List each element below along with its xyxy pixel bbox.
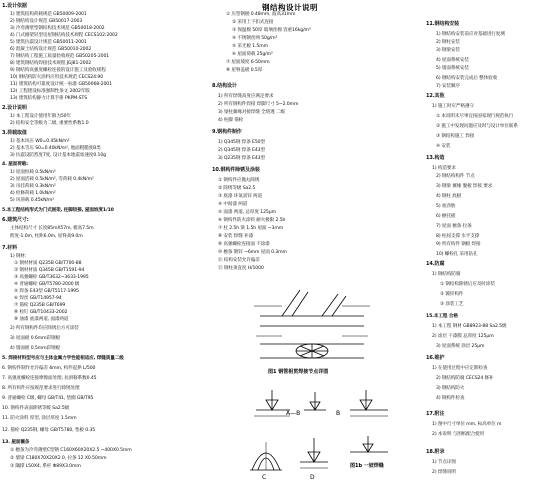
col1-line: ⑤ 焊条 E43型 GB/T5117-1995	[14, 289, 79, 294]
col1-line: 12. 锚栓 Q235钢, 螺母 GB/T5780, 垫板 0.35	[2, 428, 96, 433]
col2-line: ⑨ 高强螺栓连接面 不涂漆	[218, 242, 270, 247]
col3-line: 1) 图中尺寸单位 mm, 标高单位 m	[432, 422, 502, 427]
col2-line: ⑧ 屋脊盖板 0.5厚	[226, 68, 263, 73]
tube-joint-detail	[252, 286, 372, 364]
col2-line: ⑥ 钢构件防火涂料 耐火极限 2.5h	[218, 218, 286, 223]
col1-line: 13. 屋面檩条	[2, 440, 30, 445]
col1-line: 5) 风荷载 0.45kN/m²	[10, 198, 55, 203]
col1-line: 12) 工程建设标准强制性条文 2002年版	[10, 89, 90, 94]
col1-line: 4) 墙面板 0.5mm彩钢板	[10, 346, 60, 351]
col3-line: 1) 在使用过程中应定期检查	[432, 366, 488, 371]
col1-line: 5. 焊接材料型号应与主体金属力学性能相适应, 焊缝质量二级	[2, 356, 124, 361]
col2-line: 8.结构设计	[212, 83, 237, 89]
col2-line: 3) Q235钢 焊条 E43型	[218, 156, 266, 161]
col3-line: 1) 施工时应严格遵守	[432, 104, 474, 109]
col3-line: 11.钢结构安装	[426, 21, 460, 27]
col1-line: 7.材料	[2, 245, 17, 251]
col1-line: 3) 吊挂荷载 0.3kN/m²	[10, 184, 56, 189]
col1-line: 2) 基本雪压 S0=0.40kN/m², 地面粗糙度B类	[10, 146, 101, 151]
weld-detail-f	[346, 432, 392, 462]
col2-line: 1) 所有焊缝高度应满足要求	[218, 94, 274, 99]
col3-line: 14.防腐	[426, 261, 445, 267]
col2-line: ① 压型钢板 0.48mm, 波高31mm	[226, 12, 296, 17]
col3-line: 6) 檩托板	[436, 214, 456, 219]
col1-line: 8. 所有构件应按规范要求进行除锈处理	[2, 386, 80, 391]
col3-line: 9) 所有构件 钢板 焊接	[436, 242, 481, 247]
col1-line: 7) 钢结构工程施工质量验收规范 GB50205-2001	[10, 54, 110, 59]
col2-line: ④ 中间漆 两道	[218, 202, 248, 207]
col3-line: ③ 钢结构施工 焊接	[436, 134, 475, 139]
col3-line: 1) 构造要求	[432, 166, 456, 171]
col1-line: 4) 检修荷载 1.0kN/m²	[10, 191, 56, 196]
col1-line: 主体结构尺寸 长度85mX57m, 檐高7.5m	[10, 226, 94, 231]
col1-line: 3.荷载取值	[2, 130, 27, 136]
col1-line: 8) 建筑钢结构焊接技术规程 JGJ81-2002	[10, 61, 92, 66]
col1-line: 3) 冷弯薄壁型钢结构技术规范 GB50018-2002	[10, 26, 105, 31]
col1-line: 1) 屋面恒载 0.5kN/m²	[10, 170, 56, 175]
col1-line: 5.本工程结构形式为门式刚架, 柱脚铰接, 屋面坡度1/10	[2, 208, 114, 213]
col3-line: 2) 钢结构防腐 CECS24 修补	[436, 376, 494, 381]
weld-label-a-b: A—B	[286, 410, 301, 417]
col1-line: 13) 建筑结构静力计算手册 PKPM-STS	[10, 96, 88, 101]
col1-line: 1) 基本风压 W0=0.45kN/m²	[10, 139, 70, 144]
col1-line: 6) 混凝土结构设计规范 GB50010-2002	[10, 47, 92, 52]
col1-line: ① 檩条为冷弯薄壁C型钢 C160X60X20X2.5 ~400X0.5mm	[10, 448, 132, 453]
col1-line: 4. 屋面荷载:	[2, 162, 28, 167]
col1-line: 9) 钢结构高强度螺栓连接的设计施工及验收规程	[10, 68, 106, 73]
col3-line: 16.维护	[426, 355, 445, 361]
col1-line: 2) 钢结构设计规范 GB50017-2003	[10, 19, 83, 24]
col3-line: ① 钢结构除锈后应及时涂装	[440, 282, 495, 287]
col1-line: ⑦ 锚栓 Q235B GB/T699	[14, 303, 66, 308]
col3-line: ① 本说明未尽事宜按国家现行规范执行	[436, 114, 514, 119]
col3-line: 1) 钢结构防腐	[432, 272, 461, 277]
col3-line: 18.附录	[426, 449, 445, 455]
col1-line: 3) 屋面板 0.6mm彩钢板	[10, 336, 60, 341]
col2-line: ② 除锈等级 Sa2.5	[218, 186, 256, 191]
col3-line: 7) 屋面 檩条 拉条	[436, 224, 472, 229]
weld-label-d: C	[262, 474, 267, 481]
weld-detail-b	[300, 386, 330, 420]
col2-line: ③ 保温棉 50厚 玻璃丝棉 容重16kg/m³	[232, 28, 311, 33]
weld-detail-e	[296, 432, 332, 476]
col2-line: ⑤ 面漆 两道, 总厚度 125μm	[218, 210, 276, 215]
col1-line: ④ 普通螺栓 GB/T5780-2000 级	[14, 282, 80, 287]
col3-line: 10) 螺栓孔 采用钻孔	[436, 252, 478, 257]
col3-line: 6) 钢结构安装完成后 整体验收	[436, 76, 498, 81]
col3-line: 3) 钢梁安装	[436, 48, 460, 53]
col2-line: ⑪ 结构安装允许偏差	[218, 258, 260, 263]
col2-line: ⑥ 屋面荷载 25g/m²	[232, 52, 273, 57]
col1-line: 10) 钢结构防火涂料应用技术规范 CECS24:90	[10, 75, 104, 80]
col1-line: ⑨ 油漆 底漆两道, 面漆两道	[14, 317, 69, 322]
col1-line: ⑥ 焊丝 GB/T14957-94	[14, 296, 62, 301]
col1-line: ③ 隅撑 L50X4, 系杆 Φ89X3.0mm	[10, 464, 81, 469]
col3-line: ④ 安装	[436, 144, 451, 149]
col2-line: ④ 不锈钢丝网 50g/m²	[232, 36, 278, 41]
col1-line: ② 钢材材质 Q345B GB/T1591-94	[14, 268, 85, 273]
col1-line: 跨度-1.0m, 柱距6.0m, 屋脊高9.0m	[10, 234, 83, 239]
col1-line: 2) 所有钢构件均应除锈后方可涂装	[10, 326, 79, 331]
col1-line: 10. 钢构件表面除锈等级 Sa2.5级	[2, 406, 70, 411]
col2-line: 10.钢构件除锈及涂装	[212, 167, 260, 173]
col1-line: 3) 抗震设防烈度7度, 设计基本地震加速度0.10g	[10, 153, 106, 158]
col1-line: 7. 高强度螺栓连接摩擦面处理, 抗滑移系数0.45	[2, 376, 97, 381]
col3-line: 4) 钢柱 底板	[436, 194, 462, 199]
col1-line: 9. 普通螺栓 C级, 螺母 GB/T41, 垫圈 GB/T95	[2, 396, 94, 401]
col1-line: 1) 钢材:	[10, 254, 27, 259]
col3-line: 8) 柱间支撑 水平支撑	[436, 234, 480, 239]
col2-line: ⑦ 柱 2.5h 梁 1.5h 屋面 ~3mm	[218, 226, 284, 231]
col1-line: 11. 防火涂料 厚型, 涂层厚度 1.5mm	[2, 416, 77, 421]
col3-line: 1) 本工程 钢材 GB8923-88 Sa2.5级	[432, 324, 507, 329]
figure-caption-sub: 图1b 一坡焊缝	[350, 463, 384, 469]
col2-line: ⑩ 檩条 镀锌 ~6mm 屋面 0.3mm	[218, 250, 287, 255]
col2-line: 2) 所有钢构件焊接 焊脚尺寸 5~2.0mm	[218, 102, 299, 107]
col2-line: 4) 柱脚 锚栓	[218, 118, 244, 123]
col1-line: 1) 本工程设计使用年限为50年	[10, 114, 71, 119]
col3-line: 7) 安装顺序	[436, 84, 460, 89]
col1-line: 2.设计说明	[2, 105, 27, 111]
col3-line: 5) 墙面系统安装	[436, 66, 469, 71]
col2-line: ① 钢构件应抛丸除锈	[218, 178, 260, 183]
col2-line: ⑦ 屋面坡度 6-50mm	[226, 60, 270, 65]
col3-line: ② 施工中发现问题应及时与设计单位联系	[436, 124, 518, 129]
col2-line: ⑧ 安装 焊缝 补漆	[218, 234, 254, 239]
col1-line: 6.建筑尺寸:	[2, 217, 29, 223]
col1-line: 5) 建筑抗震设计规范 GB50011-2001	[10, 40, 87, 45]
col2-line: ③ 底漆 环氧富锌 两道	[218, 194, 263, 199]
col2-line: 9.钢构件制作	[212, 129, 242, 135]
col3-line: 13.构造	[426, 155, 445, 161]
col3-line: 3) 钢结构防火	[436, 386, 465, 391]
figure-caption-main: 图1 钢管相贯焊接节点详图	[268, 369, 329, 375]
col3-line: 1) 钢结构安装前应对基础进行复测	[436, 32, 505, 37]
col3-line: ② 镀锌构件	[440, 292, 464, 297]
col1-line: ③ 高强螺栓 GB/T3632~3633-1995	[14, 275, 89, 280]
col3-line: 4) 钢构件检查	[436, 396, 465, 401]
col1-line: ① 钢材材质 Q235B GB/T700-88	[14, 261, 82, 266]
col1-line: 4) 门式刚架轻型房屋钢结构技术规程 CECS102:2002	[10, 33, 118, 38]
col1-line: 1.设计依据	[2, 3, 27, 9]
col2-line: ⑤ 采光板 1.5mm	[232, 44, 268, 49]
col3-line: 17.附注	[426, 411, 445, 417]
col3-line: 3) 钢梁 翼缘 腹板 焊接 要求	[436, 184, 493, 189]
col2-line: 1) Q345钢 焊条 E50型	[218, 140, 266, 145]
col1-line: 6. 钢构件制作允许偏差 6mm, 构件起拱 L/500	[2, 366, 96, 371]
col2-line: ⑫ 钢柱垂直度 H/1000	[218, 266, 264, 271]
col3-line: 12.其他	[426, 93, 445, 99]
weld-detail-d	[246, 432, 286, 476]
col1-line: 2) 屋面活载 0.5kN/m², 雪荷载 0.4kN/m²	[10, 177, 94, 182]
col3-line: 2) 钢柱安装	[436, 40, 460, 45]
col3-line: 2) 焊缝说明	[432, 470, 456, 475]
col2-line: ② 采用上下扣式连接	[232, 20, 274, 25]
col1-line: ② 墙梁 C180X70X20X2.0, 拉条 12 X0.50mm	[10, 456, 107, 461]
weld-label-e: D	[310, 474, 315, 481]
weld-label-b: B	[336, 410, 341, 417]
col3-line: 2) 本说明 与图纸配合使用	[432, 432, 485, 437]
col1-line: 1) 建筑结构荷载规范 GB50009-2001	[10, 12, 87, 17]
col3-line: 2) 涂层 干漆膜 总厚度 125μm	[432, 334, 494, 339]
col3-line: 15.本工程 合格	[426, 314, 458, 319]
col1-line: 2) 结构安全等级为二级, 重要性系数1.0	[10, 121, 89, 126]
col3-line: 1) 节点详图	[432, 460, 456, 465]
col3-line: ③ 涂装工艺	[440, 302, 464, 307]
col2-line: 2) Q345钢 焊条 E43型	[218, 148, 266, 153]
col3-line: 3) 屋面系统 涂层 25μm	[436, 344, 485, 349]
col1-line: 11) 建筑结构可靠度设计统一标准 GB50068-2001	[10, 82, 112, 87]
weld-detail-c	[346, 386, 392, 420]
col3-line: 5) 加劲肋	[436, 204, 456, 209]
col3-line: 2) 钢结构构件 节点	[436, 174, 475, 179]
col2-line: 3) 梁柱翼缘对接焊缝 全熔透 二级	[218, 110, 286, 115]
col3-line: 4) 屋面系统安装	[436, 58, 469, 63]
col1-line: ⑧ 栓钉 GB/T10433-2002	[14, 310, 68, 315]
page-title: 钢结构设计说明	[262, 3, 318, 12]
